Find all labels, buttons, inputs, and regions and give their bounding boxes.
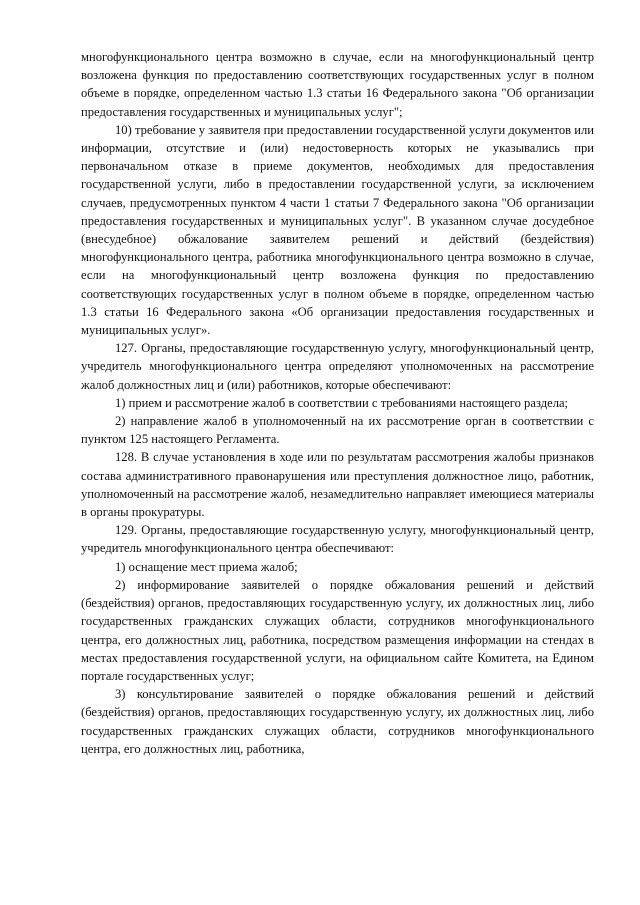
paragraph-continuation: многофункционального центра возможно в случае, если на многофункциональный центр возложена функция по предоставлению соответствующих государственных услуг в полном объеме в порядке, определенном частью 1.3 статьи 16 Федерального закона "Об организации предоставления государственных и муниципальных услуг";	[81, 50, 594, 119]
paragraph-item-10: 10) требование у заявителя при предоставлении государственной услуги документов или информации, отсутствие и (или) недостоверность которых не указывались при первоначальном отказе в приеме документов, необходимых для предоставления государственной услуги, либо в предоставлении государственной услуги, за исключением случаев, предусмотренных пунктом 4 части 1 статьи 7 Федерального закона "Об организации предоставления государственных и муниципальных услуг". В указанном случае досудебное (внесудебное) обжалование заявителем решений и действий (бездействия) многофункционального центра, работника многофункционального центра возможно в случае, если на многофункциональный центр возложена функция по предоставлению соответствующих государственных услуг в полном объеме в порядке, определенном частью 1.3 статьи 16 Федерального закона «Об организации предоставления государственных и муниципальных услуг».	[81, 122, 594, 338]
paragraph-127-item-2: 2) направление жалоб в уполномоченный на их рассмотрение орган в соответствии с пунктом 125 настоящего Регламента.	[81, 414, 594, 447]
paragraph-129-item-3: 3) консультирование заявителей о порядке обжалования решений и действий (бездействия) органов, предоставляющих государственную услугу, их должностных лиц, либо государственных гражданских служащих области, сотрудников многофункционального центра, его должностных лиц, работника,	[81, 687, 594, 756]
paragraph-129-item-2: 2) информирование заявителей о порядке обжалования решений и действий (бездействия) органов, предоставляющих государственную услугу, их должностных лиц, либо государственных гражданских служащих области, сотрудников многофункционального центра, его должностных лиц, работника, посредством размещения информации на стендах в местах предоставления государственной услуги, на официальном сайте Комитета, на Едином портале государственных услуг;	[81, 577, 594, 683]
paragraph-section-129: 129. Органы, предоставляющие государственную услугу, многофункциональный центр, учредитель многофункционального центра обеспечивают:	[81, 523, 594, 556]
paragraph-section-128: 128. В случае установления в ходе или по результатам рассмотрения жалобы признаков состава административного правонарушения или преступления должностное лицо, работник, уполномоченный на рассмотрение жалоб, незамедлительно направляет имеющиеся материалы в органы прокуратуры.	[81, 450, 594, 520]
paragraph-section-127: 127. Органы, предоставляющие государственную услугу, многофункциональный центр, учредитель многофункционального центра определяют уполномоченных на рассмотрение жалоб должностных лиц и (или) работников, которые обеспечивают:	[81, 341, 594, 392]
paragraph-129-item-1: 1) оснащение мест приема жалоб;	[115, 559, 298, 574]
paragraph-127-item-1: 1) прием и рассмотрение жалоб в соответствии с требованиями настоящего раздела;	[115, 395, 569, 410]
